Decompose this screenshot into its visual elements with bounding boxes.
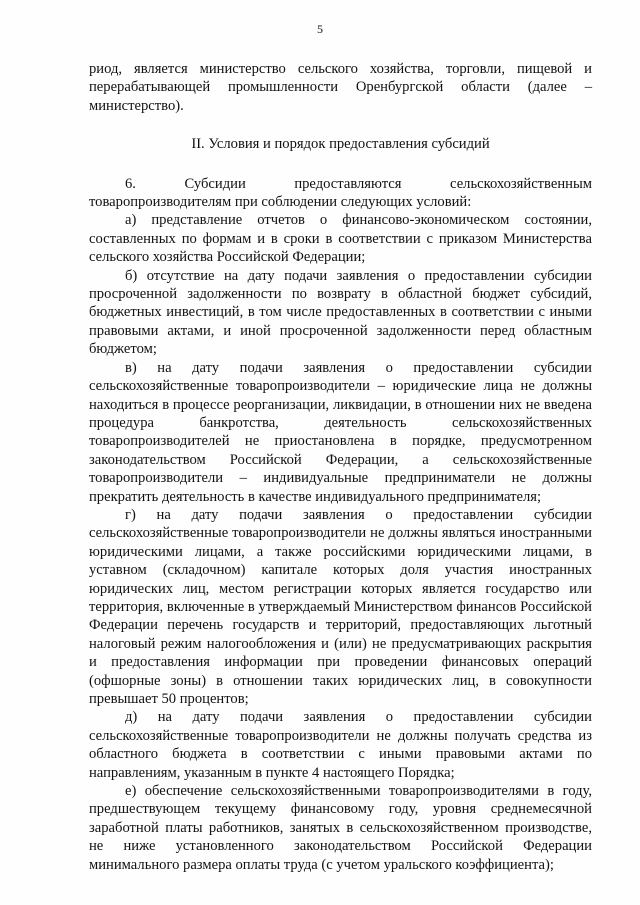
- section-title: II. Условия и порядок предоставления субсидий: [191, 136, 490, 153]
- item-b: б) отсутствие на дату подачи заявления о предоставлении субсидии просроченной задолженности по возврату в областной бюджет субсидий, бюджетных инвестиций, в том числе предоставленных в соответствии с иными правовыми актами, и иной просроченной задолженности перед областным бюджетом;: [89, 267, 592, 358]
- item-d: д) на дату подачи заявления о предоставлении субсидии сельскохозяйственные товаропроизводители не должны получать средства из областного бюджета в соответствии с иными правовыми актами по направлениям, указанным в пункте 4 настоящего Порядка;: [89, 709, 592, 781]
- clause-6: 6. Субсидии предоставляются сельскохозяйственным товаропроизводителям при соблюдении следующих условий:: [89, 175, 592, 211]
- page-number: 5: [317, 22, 323, 36]
- document-body: [89, 60, 592, 874]
- item-g: г) на дату подачи заявления о предоставлении субсидии сельскохозяйственные товаропроизводители не должны являться иностранными юридическими лицами, а также российскими юридическими лицами, в уставном (складочном) капитале которых доля участия иностранных юридических лиц, местом регистрации которых является государство или территория, включенные в утверждаемый Министерством финансов Российской Федерации перечень государств и территорий, предоставляющих льготный налоговый режим налогообложения и (или) не предусматривающих раскрытия и предоставления информации при проведении финансовых операций (офшорные зоны) в отношении таких юридических лиц, в совокупности превышает 50 процентов;: [89, 506, 592, 707]
- item-v: в) на дату подачи заявления о предоставлении субсидии сельскохозяйственные товаропроизводители – юридические лица не должны находиться в процессе реорганизации, ликвидации, в отношении них не введена процедура банкротства, деятельность сельскохозяйственных товаропроизводителей не приостановлена в порядке, предусмотренном законодательством Российской Федерации, а сельскохозяйственные товаропроизводители – индивидуальные предприниматели не должны прекратить деятельность в качестве индивидуального предпринимателя;: [89, 359, 592, 505]
- item-a: а) представление отчетов о финансово-экономическом состоянии, составленных по формам и в сроки в соответствии с приказом Министерства сельского хозяйства Российской Федерации;: [89, 212, 592, 266]
- intro-paragraph: риод, является министерство сельского хозяйства, торговли, пищевой и перерабатывающей промышленности Оренбургской области (далее – министерство).: [89, 61, 592, 114]
- item-e: е) обеспечение сельскохозяйственными товаропроизводителями в году, предшествующем текущему финансовому году, уровня среднемесячной заработной платы работников, занятых в сельскохозяйственном производстве, не ниже установленного законодательством Российской Федерации минимального размера оплаты труда (с учетом уральского коэффициента);: [89, 783, 592, 873]
